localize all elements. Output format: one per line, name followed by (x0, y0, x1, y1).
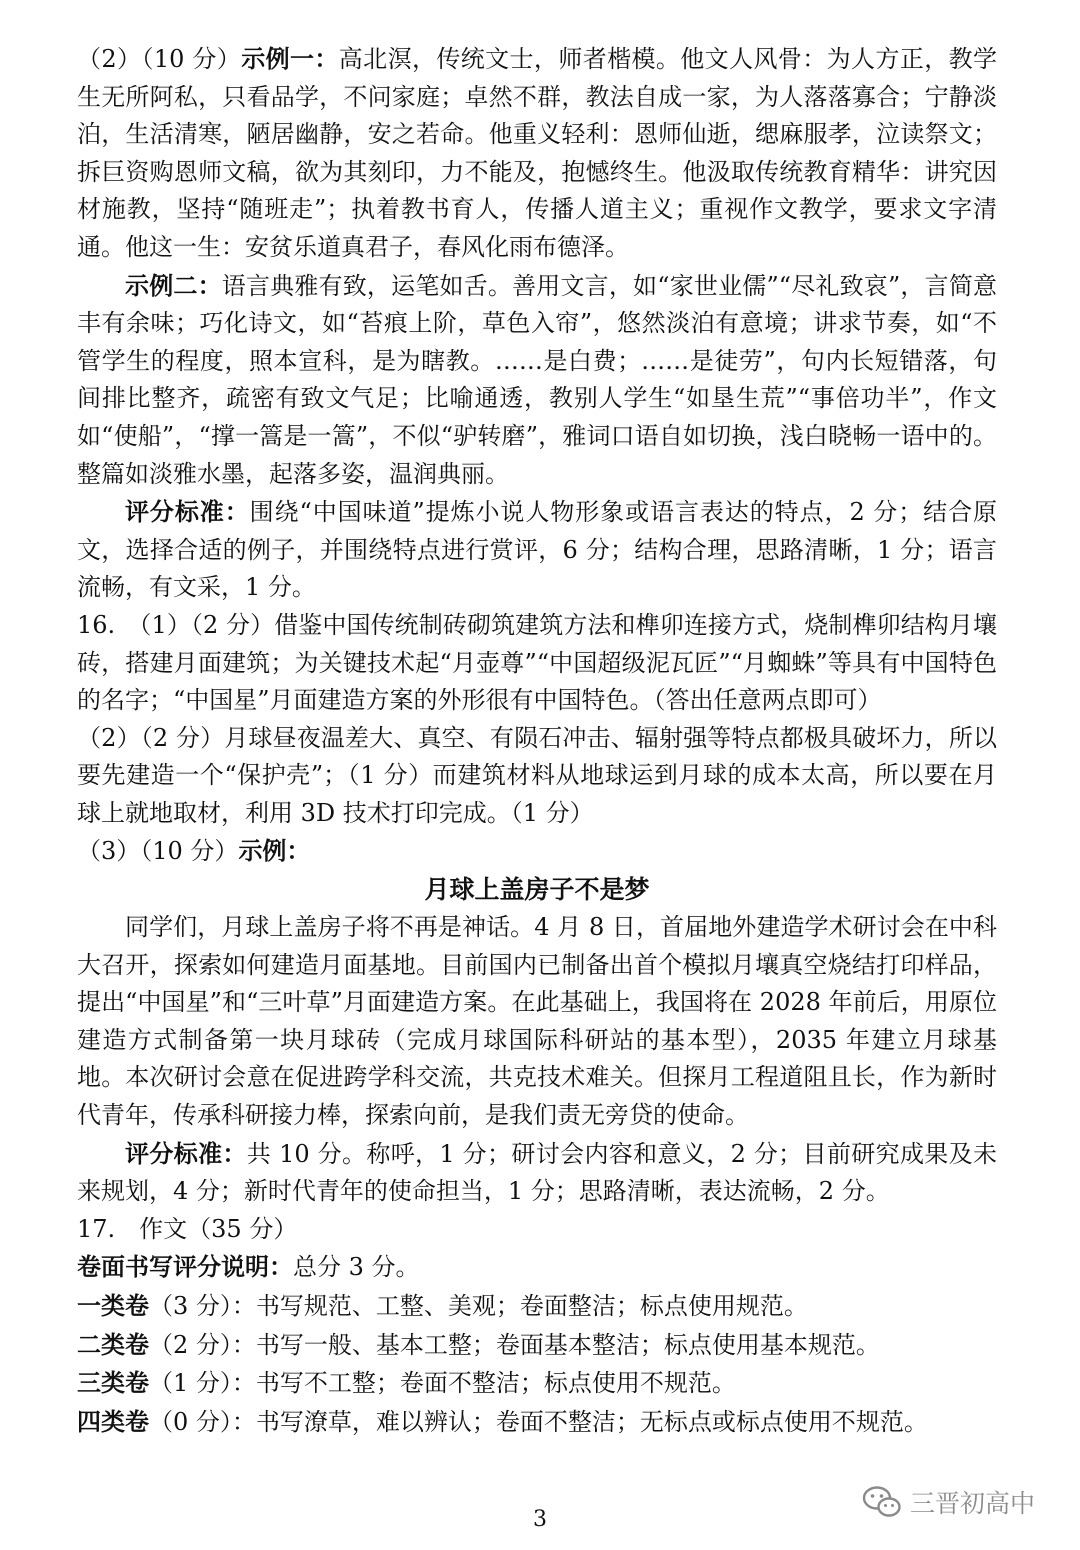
page-number: 3 (533, 1507, 547, 1532)
grade-label: 二类卷 (77, 1329, 149, 1359)
q15-2-example1 (77, 40, 997, 267)
example2-label: 示例二： (125, 270, 222, 300)
q16-criteria (77, 1135, 997, 1211)
criteria-text: 共 10 分。称呼，1 分；研讨会内容和意义，2 分；目前研究成果及未来规划，4 分；新时代青年的使命担当，1 分；思路清晰，表达流畅，2 分。 (77, 1139, 998, 1206)
watermark-text: 三晋初高中 (910, 1489, 1036, 1518)
handwriting-text: 总分 3 分。 (293, 1253, 420, 1282)
q17-title: 17. 作文（35 分） (77, 1214, 298, 1243)
criteria-label: 评分标准： (125, 1138, 247, 1168)
q15-2-example2 (77, 267, 997, 494)
q15-2-criteria (77, 493, 997, 607)
q16-part1: 16. （1）（2 分）借鉴中国传统制砖砌筑建筑方法和榫卯连接方式，烧制榫卯结构月壤砖，搭建月面建筑；为关键技术起“月壶尊”“中国超级泥瓦匠”“月蜘蛛”等具有中国特色的名字；“中国星”月面建造方案的外形很有中国特色。（答出任意两点即可） (77, 610, 997, 715)
grade-label: 四类卷 (77, 1406, 149, 1436)
grade-item (77, 1326, 997, 1365)
grade-label: 三类卷 (77, 1368, 149, 1398)
part3-head: （3）（10 分） (77, 837, 239, 866)
grade-text: （1 分）：书写不工整；卷面不整洁；标点使用不规范。 (149, 1369, 736, 1398)
grade-item (77, 1364, 997, 1403)
answer-content (77, 40, 997, 1441)
example1-text: 高北溟，传统文士，师者楷模。他文人风骨：为人方正，教学生无所阿私，只看品学，不问家庭；卓然不群，教法自成一家，为人落落寡合；宁静淡泊，生活清寒，陋居幽静，安之若命。他重义轻利：恩师仙逝，缌麻服孝，泣读祭文；拆巨资购恩师文稿，欲为其刻印，力不能及，抱憾终生。他汲取传统教育精华：讲究因材施教，坚持“随班走”；执着教书育人，传播人道主义；重视作文教学，要求文字清通。他这一生：安贫乐道真君子，春风化雨布德泽。 (77, 45, 998, 261)
handwriting-label: 卷面书写评分说明： (77, 1252, 293, 1282)
grade-item (77, 1287, 997, 1326)
grade-text: （2 分）：书写一般、基本工整；卷面基本整洁；标点使用基本规范。 (149, 1330, 880, 1359)
part3-label: 示例： (238, 836, 311, 866)
grade-text: （3 分）：书写规范、工整、美观；卷面整洁；标点使用规范。 (149, 1292, 808, 1320)
handwriting-note (77, 1248, 997, 1287)
grade-item (77, 1403, 997, 1442)
grade-text: （0 分）：书写潦草，难以辨认；卷面不整洁；无标点或标点使用不规范。 (149, 1407, 928, 1436)
essay-text: 同学们，月球上盖房子将不再是神话。4 月 8 日，首届地外建造学术研讨会在中科大召开，探索如何建造月面基地。目前国内已制备出首个模拟月壤真空烧结打印样品，提出“中国星”和“三叶草”月面建造方案。在此基础上，我国将在 2028 年前后，用原位建造方式制备第一块月球砖（完成月球国际科研站的基本型），2035 年建立月球基地。本次研讨会意在促进跨学科交流，共克技术难关。但探月工程道阻且长，作为新时代青年，传承科研接力棒，探索向前，是我们责无旁贷的使命。 (77, 913, 997, 1130)
example1-label: 示例一： (241, 44, 339, 73)
q15-2-head: （2）（10 分） (77, 45, 242, 73)
q16-part2: （2）（2 分）月球昼夜温差大、真空、有陨石冲击、辐射强等特点都极具破坏力，所以要先建造一个“保护壳”；（1 分）而建筑材料从地球运到月球的成本太高，所以要在月球上就地取材，利用 3D 技术打印完成。（1 分） (77, 723, 997, 827)
criteria-label: 评分标准： (125, 497, 250, 527)
q16-part3-head (77, 832, 997, 871)
grade-label: 一类卷 (77, 1291, 149, 1320)
criteria-text: 围绕“中国味道”提炼小说人物形象或语言表达的特点，2 分；结合原文，选择合适的例子，并围绕特点进行赏评，6 分；结构合理，思路清晰，1 分；语言流畅，有文采，1 分。 (77, 498, 998, 602)
example2-text: 语言典雅有致，运笔如舌。善用文言，如“家世业儒”“尽礼致哀”，言简意丰有余味；巧化诗文，如“苔痕上阶，草色入帘”，悠然淡泊有意境；讲求节奏，如“不管学生的程度，照本宣科，是为瞎教。……是白费；……是徒劳”，句内长短错落，句间排比整齐，疏密有致文气足；比喻通透，教别人学生“如垦生荒”“事倍功半”，作文如“使船”，“撑一篙是一篙”，不似“驴转磨”，雅词口语自如切换，浅白晓畅一语中的。整篇如淡雅水墨，起落多姿，温润典丽。 (77, 271, 998, 488)
essay-title: 月球上盖房子不是梦 (424, 875, 650, 905)
